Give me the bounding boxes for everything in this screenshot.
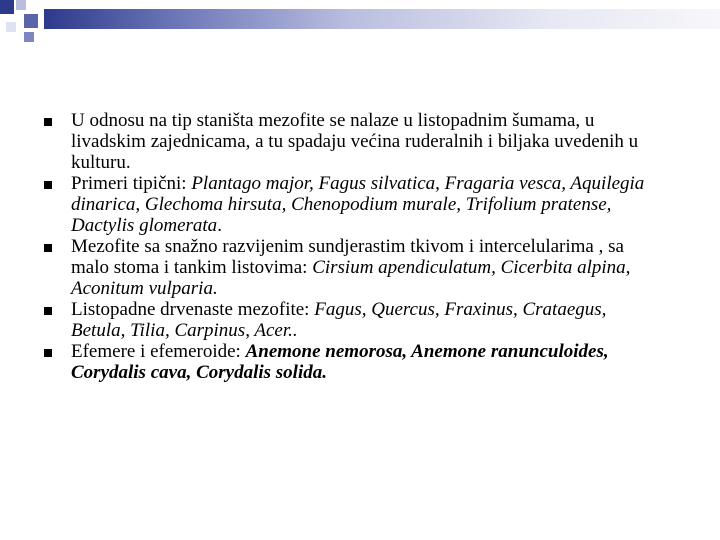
bullet-text-part: U odnosu na tip staništa mezofite se nalaze u listopadnim šumama, u livadskim zajednicama, a tu spadaju većina ruderalnih i biljaka uvedenih u kulturu. [71,110,639,173]
corner-square-dark [0,0,14,14]
bullet-square-icon [44,244,52,252]
bullet-item [40,236,660,299]
header-gradient-bar [44,9,720,29]
bullet-square-icon [44,307,52,315]
corner-square-light [16,0,26,10]
bullet-item [40,299,660,341]
bullet-text-part: Fagus, Quercus, Fraxinus, Crataegus, Betula, Tilia, Carpinus, Acer.. [71,299,607,341]
corner-square-pale [6,22,16,32]
bullet-text-part: Efemere i efemeroide: [71,341,246,362]
bullet-text-part: Anemone nemorosa, Anemone ranunculoides, Corydalis cava, Corydalis solida. [71,341,609,383]
bullet-text-part: . [217,215,222,236]
bullet-item [40,173,660,236]
bullet-text-part: Primeri tipični: [71,173,192,194]
slide-content [40,110,660,383]
bullet-text-part: Mezofite sa snažno razvijenim sundjerastim tkivom i intercelularima , sa malo stoma i tankim listovima: [71,236,624,278]
bullet-item [40,341,660,383]
bullet-list [40,110,660,383]
corner-square-mid [24,14,38,28]
bullet-square-icon [44,181,52,189]
bullet-square-icon [44,349,52,357]
bullet-item [40,110,660,173]
bullet-square-icon [44,118,52,126]
bullet-text-part: Cirsium apendiculatum, Cicerbita alpina, Aconitum vulparia. [71,257,631,299]
bullet-text-part: Listopadne drvenaste mezofite: [71,299,315,320]
corner-square-small [24,32,34,42]
bullet-text-part: Plantago major, Fagus silvatica, Fragaria vesca, Aquilegia dinarica, Glechoma hirsuta, Chenopodium murale, Trifolium pratense, Dactylis glomerata [71,173,645,236]
